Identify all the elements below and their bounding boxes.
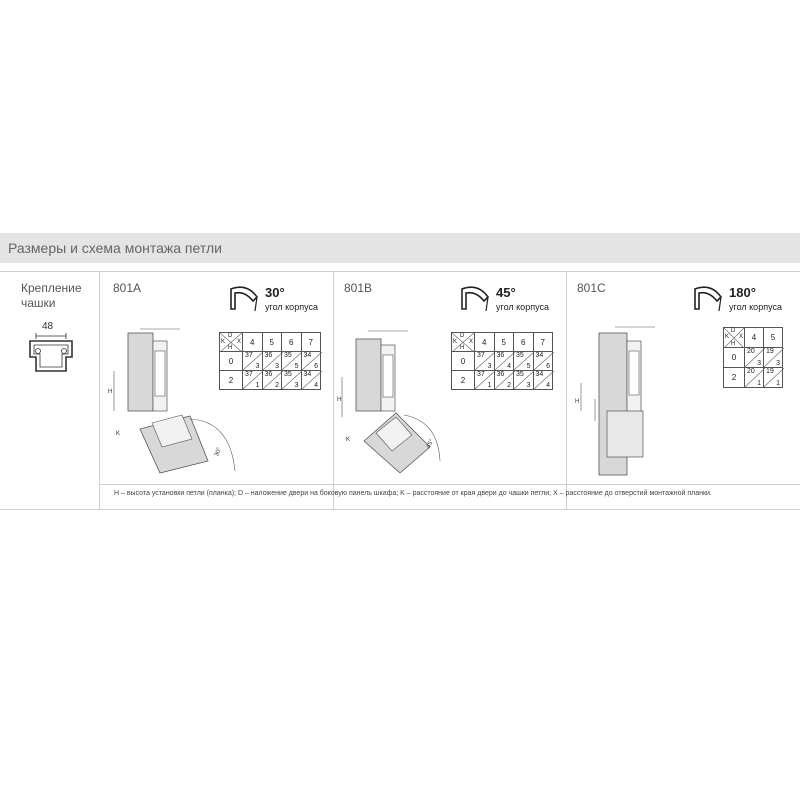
table-row	[452, 352, 553, 371]
diagram-angle-label: 30°	[214, 446, 223, 458]
row-header: 0	[724, 348, 745, 368]
angle-subtitle: угол корпуса	[496, 302, 549, 312]
row-header: 2	[452, 371, 475, 390]
model-label: 801C	[577, 281, 606, 295]
svg-text:H: H	[575, 399, 580, 405]
table-corner: D K X H	[725, 328, 743, 347]
table-cell: 20 1	[745, 368, 764, 388]
table-cell: 36 3	[262, 352, 282, 371]
angle-value: 180°	[729, 285, 756, 300]
table-cell: 37 1	[475, 371, 495, 390]
hinge-panel-801b	[334, 271, 566, 484]
table-cell: 37 3	[475, 352, 495, 371]
table-cell: 34 4	[533, 371, 553, 390]
row-header: 2	[220, 371, 243, 390]
angle-icon	[691, 281, 727, 313]
column-header: 5	[494, 333, 514, 352]
column-header: 4	[745, 328, 764, 348]
hinge-panel-801a	[100, 271, 333, 484]
row-header: 0	[452, 352, 475, 371]
table-corner: D K X H	[453, 333, 473, 351]
svg-text:H: H	[337, 397, 342, 403]
column-header: 6	[514, 333, 534, 352]
table-cell: 36 2	[262, 371, 282, 390]
cup-mounting-label: Крепление чашки	[21, 281, 82, 310]
column-header: 7	[301, 333, 321, 352]
mounting-plate-icon	[0, 271, 99, 510]
table-cell: 34 6	[533, 352, 553, 371]
table-cell: 35 3	[282, 371, 302, 390]
table-cell: 19 3	[764, 348, 783, 368]
table-row	[452, 371, 553, 390]
hinge-diagram	[567, 311, 707, 481]
section-header	[0, 233, 800, 263]
column-header: 5	[262, 333, 282, 352]
hinge-panel-801c	[567, 271, 800, 484]
cup-mounting-cell	[0, 271, 99, 510]
section-title: Размеры и схема монтажа петли	[8, 240, 222, 256]
table-cell: 35 5	[514, 352, 534, 371]
column-header: 4	[475, 333, 495, 352]
mounting-dimension: 48	[42, 321, 54, 332]
dimension-table	[451, 332, 553, 390]
legend-footnote: H – высота установки петли (планка); D – наложение двери на боковую панель шкафа; K – расстояние от края двери до чашки петли; X – расстояние до отверстий монтажной планки.	[114, 490, 712, 497]
diagram-angle-label: 45°	[425, 438, 436, 450]
table-cell: 37 3	[243, 352, 263, 371]
column-header: 6	[282, 333, 302, 352]
table-row	[220, 352, 321, 371]
dimension-table	[723, 327, 783, 388]
angle-subtitle: угол корпуса	[729, 302, 782, 312]
table-cell: 20 3	[745, 348, 764, 368]
model-label: 801A	[113, 281, 142, 295]
column-header: 5	[764, 328, 783, 348]
angle-value: 45°	[496, 285, 516, 300]
table-cell: 35 3	[514, 371, 534, 390]
row-header: 2	[724, 368, 745, 388]
table-row	[724, 348, 783, 368]
table-corner: D K X H	[221, 333, 241, 351]
angle-subtitle: угол корпуса	[265, 302, 318, 312]
table-cell: 19 1	[764, 368, 783, 388]
table-cell: 36 4	[494, 352, 514, 371]
footnote-divider	[99, 484, 800, 485]
svg-text:K: K	[346, 437, 351, 443]
table-cell: 36 2	[494, 371, 514, 390]
svg-text:H: H	[108, 389, 113, 395]
dimension-table	[219, 332, 321, 390]
table-row	[724, 368, 783, 388]
row-header: 0	[220, 352, 243, 371]
table-cell: 35 5	[282, 352, 302, 371]
svg-text:K: K	[116, 431, 121, 437]
column-header: 7	[533, 333, 553, 352]
column-header: 4	[243, 333, 263, 352]
angle-icon	[227, 281, 263, 313]
angle-value: 30°	[265, 285, 285, 300]
table-cell: 34 6	[301, 352, 321, 371]
table-cell: 37 1	[243, 371, 263, 390]
angle-icon	[458, 281, 494, 313]
table-row	[220, 371, 321, 390]
model-label: 801B	[344, 281, 373, 295]
table-cell: 34 4	[301, 371, 321, 390]
